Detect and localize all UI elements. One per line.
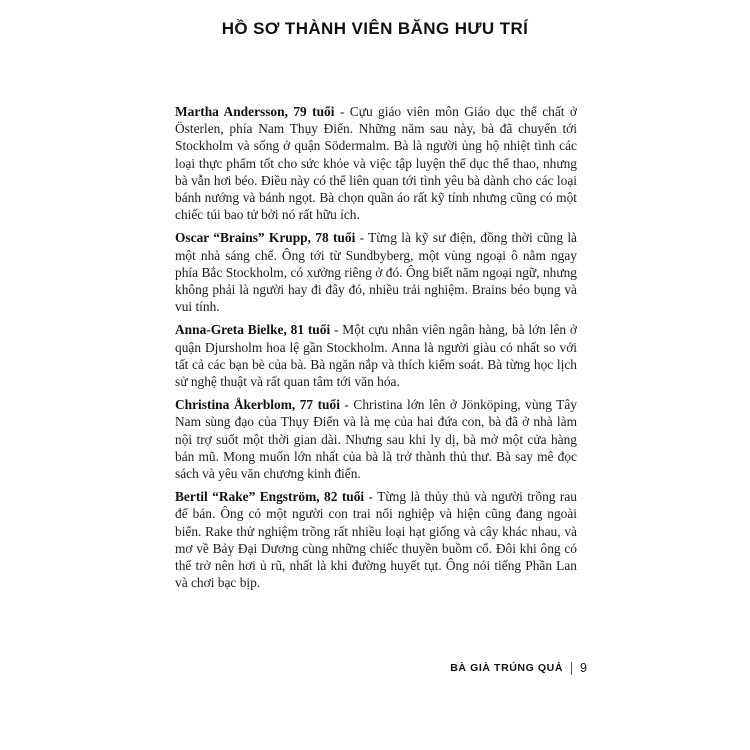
member-name: Anna-Greta Bielke, 81 tuổi — [175, 322, 331, 338]
paragraph-martha — [175, 103, 577, 223]
member-name: Oscar “Brains” Krupp, 78 tuổi — [175, 230, 356, 246]
member-description: - Cựu giáo viên môn Giáo dục thể chất ở Österlen, phía Nam Thụy Điển. Những năm sau này, bà đã chuyển tới Stockholm và sống ở quận Södermalm. Bà là người ủng hộ nhiệt tình các loại thực phẩm tốt cho sức khỏe và việc tập luyện thể dục thể thao, nhưng bà vẫn hơi béo. Điều này có thể liên quan tới tình yêu bà dành cho các loại bánh nướng và bánh ngọt. Bà chọn quần áo rất kỹ tính nhưng cũng có một chiếc túi bao tử bởi nó rất hữu ích. — [175, 104, 577, 223]
member-description: - Christina lớn lên ở Jönköping, vùng Tây Nam sùng đạo của Thụy Điển và là mẹ của hai đứa con, bà đã ở nhà làm nội trợ suốt một thời gian dài. Nhưng sau khi ly dị, bà mở một cửa hàng bán mũ. Mong muốn lớn nhất của bà là trở thành thủ thư. Bà say mê đọc sách và yêu văn chương kinh điển. — [175, 397, 577, 482]
page-title: HỒ SƠ THÀNH VIÊN BĂNG HƯU TRÍ — [221, 19, 529, 38]
paragraph-bertil — [175, 488, 577, 591]
footer-divider — [571, 662, 572, 675]
member-description: - Từng là kỹ sư điện, đồng thời cũng là một nhà sáng chế. Ông tới từ Sundbyberg, một vùng ngoại ô nằm ngay phía Bắc Stockholm, có xưởng riêng ở đó. Ông biết năm ngoại ngữ, nhưng không phải là người hay đi đây đó, nhiều trải nghiệm. Brains béo bụng và vui tính. — [175, 230, 577, 315]
footer-page-number: 9 — [580, 661, 587, 675]
body-text — [175, 103, 577, 597]
member-name: Bertil “Rake” Engström, 82 tuổi — [175, 489, 365, 505]
paragraph-christina — [175, 396, 577, 482]
paragraph-anna-greta — [175, 321, 577, 390]
paragraph-oscar — [175, 229, 577, 315]
page-footer — [450, 661, 587, 675]
footer-book-title: BÀ GIÀ TRÚNG QUẢ — [450, 662, 564, 674]
member-name: Martha Andersson, 79 tuổi — [175, 104, 335, 119]
member-name: Christina Åkerblom, 77 tuổi — [175, 397, 340, 413]
member-description: - Từng là thủy thủ và người trồng rau để bán. Ông có một người con trai nối nghiệp và hiện cũng đang ngoài biển. Rake thử nghiệm trồng rất nhiều loại hạt giống và cây khác nhau, và mơ về Bảy Đại Dương cùng những chiếc thuyền buồm cổ. Đôi khi ông có thể trở nên hơi ủ rũ, nhất là khi đường huyết tụt. Ông nói tiếng Phần Lan và chơi bạc bịp. — [175, 489, 577, 591]
member-description: - Một cựu nhân viên ngân hàng, bà lớn lên ở quận Djursholm hoa lệ gần Stockholm. Anna là người giàu có nhất so với tất cả các bạn bè của bà. Bà ngăn nắp và thích kiểm soát. Bà từng học lịch sử nghệ thuật và rất quan tâm tới văn hóa. — [175, 322, 577, 390]
